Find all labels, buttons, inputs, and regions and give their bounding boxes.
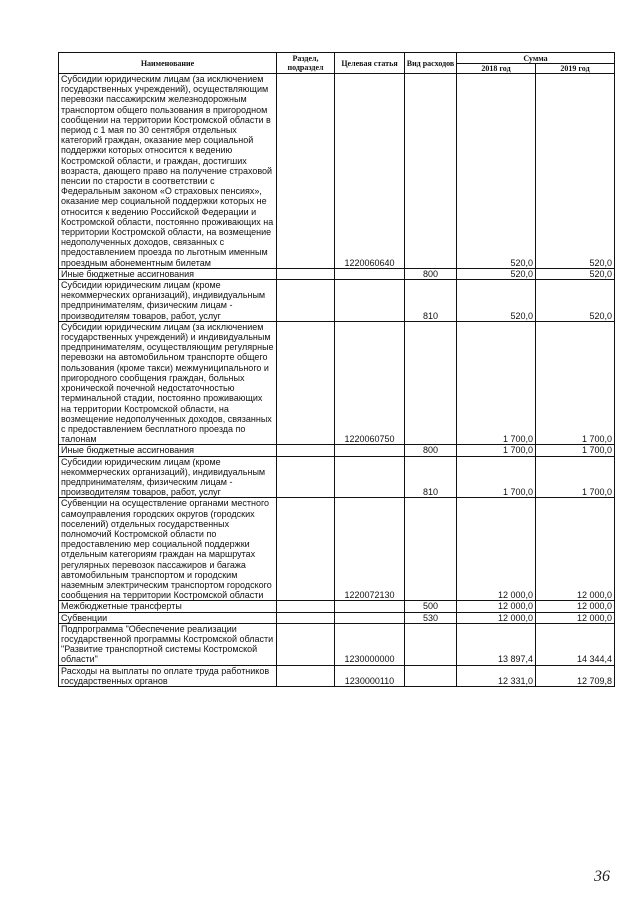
cell-name: Субсидии юридическим лицам (за исключением государственных учреждений), осуществляющим перевозки пассажирским железнодорожным транспортом общего пользования в пригородном сообщении на территории Костромской области в период с 1 мая по 30 сентября отдельных категорий граждан, оказание мер социальной поддержки которых относится к ведению Костромской области, и граждан, достигших возраста, дающего право на получение страховой пенсии по старости в соответствии с Федеральным законом «О страховых пенсиях», оказание мер социальной поддержки которых не относится к ведению Российской Федерации и Костромской области, постоянно проживающих на территории Костромской области, на возмещение недополученных доходов, связанных с предоставлением проезда по льготным именным проездным абонементным билетам: [59, 74, 277, 269]
cell-y2019: 12 709,8: [536, 665, 615, 686]
cell-section: [277, 498, 335, 601]
cell-section: [277, 445, 335, 456]
cell-y2018: 12 000,0: [457, 498, 536, 601]
cell-name: Иные бюджетные ассигнования: [59, 445, 277, 456]
cell-y2019: 1 700,0: [536, 445, 615, 456]
table-body: [59, 74, 615, 687]
cell-code: [335, 601, 405, 612]
table-header: [59, 53, 615, 74]
table-row: [59, 456, 615, 498]
cell-y2018: 520,0: [457, 74, 536, 269]
cell-section: [277, 456, 335, 498]
cell-kind: 800: [405, 445, 457, 456]
cell-kind: [405, 665, 457, 686]
cell-y2018: 1 700,0: [457, 321, 536, 444]
table-row: [59, 268, 615, 279]
header-sum: Сумма: [457, 53, 615, 64]
table-row: [59, 498, 615, 601]
cell-kind: [405, 74, 457, 269]
budget-table: [58, 52, 615, 687]
table-row: [59, 74, 615, 269]
header-kind: Вид расходов: [405, 53, 457, 74]
cell-y2019: 12 000,0: [536, 601, 615, 612]
cell-kind: [405, 321, 457, 444]
cell-name: Межбюджетные трансферты: [59, 601, 277, 612]
cell-code: 1220072130: [335, 498, 405, 601]
cell-y2018: 1 700,0: [457, 456, 536, 498]
table-row: [59, 612, 615, 623]
header-year-2018: 2018 год: [457, 64, 536, 74]
cell-code: [335, 456, 405, 498]
cell-y2019: 520,0: [536, 74, 615, 269]
cell-y2018: 13 897,4: [457, 623, 536, 665]
header-code: Целевая статья: [335, 53, 405, 74]
cell-section: [277, 623, 335, 665]
cell-kind: [405, 498, 457, 601]
cell-kind: 800: [405, 268, 457, 279]
cell-kind: 530: [405, 612, 457, 623]
cell-code: [335, 280, 405, 322]
cell-y2019: 520,0: [536, 268, 615, 279]
cell-name: Субсидии юридическим лицам (кроме некоммерческих организаций), индивидуальным предпринимателям, физическим лицам - производителям товаров, работ, услуг: [59, 280, 277, 322]
cell-section: [277, 601, 335, 612]
cell-section: [277, 280, 335, 322]
table-row: [59, 601, 615, 612]
cell-code: 1220060750: [335, 321, 405, 444]
cell-y2018: 12 000,0: [457, 601, 536, 612]
cell-y2019: 14 344,4: [536, 623, 615, 665]
table-row: [59, 623, 615, 665]
cell-code: 1230000000: [335, 623, 405, 665]
table-row: [59, 280, 615, 322]
cell-y2018: 12 000,0: [457, 612, 536, 623]
cell-code: 1230000110: [335, 665, 405, 686]
cell-y2019: 1 700,0: [536, 456, 615, 498]
cell-y2018: 12 331,0: [457, 665, 536, 686]
cell-section: [277, 74, 335, 269]
cell-y2018: 520,0: [457, 268, 536, 279]
table-row: [59, 321, 615, 444]
cell-name: Расходы на выплаты по оплате труда работников государственных органов: [59, 665, 277, 686]
cell-code: [335, 612, 405, 623]
table-row: [59, 665, 615, 686]
cell-code: 1220060640: [335, 74, 405, 269]
cell-section: [277, 612, 335, 623]
cell-y2018: 1 700,0: [457, 445, 536, 456]
cell-name: Субсидии юридическим лицам (за исключением государственных учреждений) и индивидуальным предпринимателям, осуществляющим регулярные перевозки на автомобильном транспорте общего пользования (кроме такси) межмуниципального и пригородного сообщения граждан, больных хронической почечной недостаточностью терминальной стадии, постоянно проживающих на территории Костромской области, на возмещение недополученных доходов, связанных с предоставлением бесплатного проезда по талонам: [59, 321, 277, 444]
cell-y2019: 12 000,0: [536, 612, 615, 623]
header-section: Раздел, подраздел: [277, 53, 335, 74]
cell-y2019: 1 700,0: [536, 321, 615, 444]
cell-section: [277, 321, 335, 444]
cell-name: Субсидии юридическим лицам (кроме некоммерческих организаций), индивидуальным предпринимателям, физическим лицам - производителям товаров, работ, услуг: [59, 456, 277, 498]
page-number: 36: [594, 868, 610, 885]
cell-y2018: 520,0: [457, 280, 536, 322]
cell-name: Подпрограмма "Обеспечение реализации государственной программы Костромской области "Развитие транспортной системы Костромской области": [59, 623, 277, 665]
cell-kind: 500: [405, 601, 457, 612]
cell-kind: 810: [405, 456, 457, 498]
header-year-2019: 2019 год: [536, 64, 615, 74]
cell-section: [277, 665, 335, 686]
cell-name: Субвенции: [59, 612, 277, 623]
cell-y2019: 520,0: [536, 280, 615, 322]
budget-document: [58, 52, 614, 687]
cell-code: [335, 445, 405, 456]
cell-code: [335, 268, 405, 279]
table-row: [59, 445, 615, 456]
cell-kind: 810: [405, 280, 457, 322]
cell-kind: [405, 623, 457, 665]
cell-section: [277, 268, 335, 279]
header-name: Наименование: [59, 53, 277, 74]
cell-name: Иные бюджетные ассигнования: [59, 268, 277, 279]
cell-name: Субвенции на осуществление органами местного самоуправления городских округов (городских поселений) отдельных государственных полномочий Костромской области по предоставлению мер социальной поддержки отдельным категориям граждан на маршрутах регулярных перевозок пассажиров и багажа автомобильным транспортом и городским наземным электрическим транспортом городского сообщения на территории Костромской области: [59, 498, 277, 601]
cell-y2019: 12 000,0: [536, 498, 615, 601]
